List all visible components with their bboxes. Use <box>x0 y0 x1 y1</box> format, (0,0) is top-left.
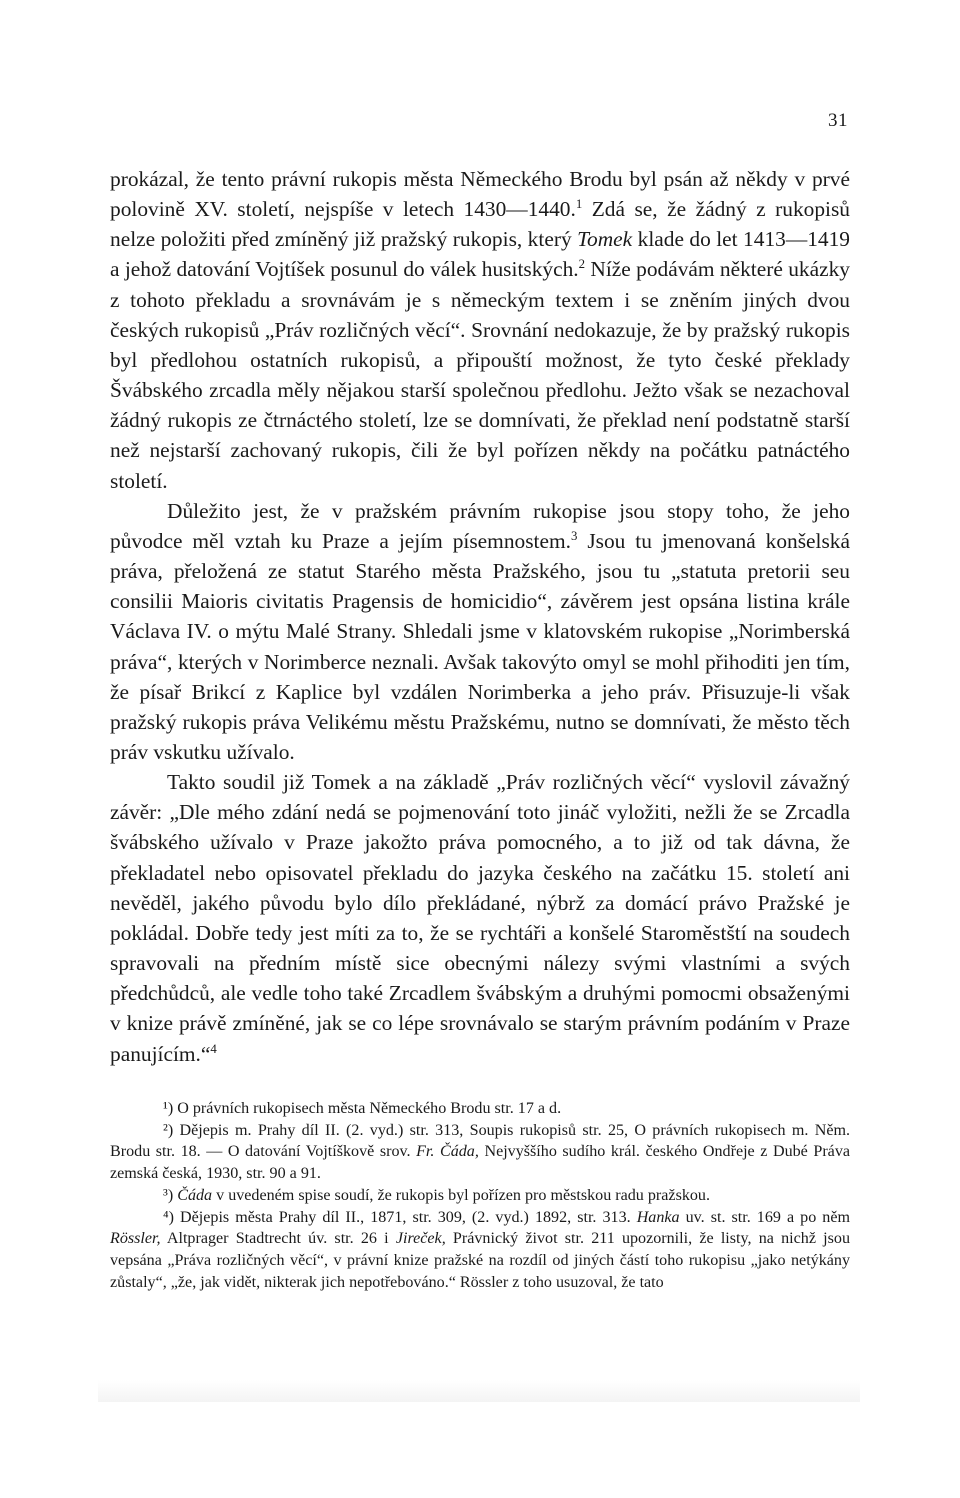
text-run: prokázal, že tento právní rukopis města Německého Brodu byl psán až někdy v prvé polovině XV. století, nejspíše v letech 1430—1440. <box>110 167 850 222</box>
footnote-mark: ²) <box>163 1121 174 1139</box>
footnotes <box>110 1098 850 1293</box>
main-text <box>110 164 850 1069</box>
footnote-italic-author: Jireček, <box>395 1230 446 1248</box>
text-run: Níže podávám některé ukázky z tohoto překladu a srovnávám je s německým textem i se zněním jiných dvou českých rukopisů „Práv rozličných věcí“. Srovnání nedokazuje, že by pražský rukopis byl předlohou ostatních rukopisů, a připouští možnost, že tyto české překlady Švábského zrcadla měly nějakou starší společnou předlohu. Ježto však se nezachoval žádný rukopis ze čtrnáctého století, lze se domnívati, že překlad není podstatně starší než nejstarší zachovaný rukopis, čili že byl pořízen někdy na počátku patnáctého století. <box>110 257 850 493</box>
footnote-ref-1: 1 <box>575 197 583 212</box>
paragraph-3 <box>110 767 850 1069</box>
footnote-text: uv. st. str. 169 a po něm <box>679 1208 851 1226</box>
text-run: Důležito jest, že v pražském právním rukopise jsou stopy toho, že jeho původce měl vztah ku Praze a jejím písemnostem. <box>110 498 850 553</box>
footnote-mark: ³) <box>163 1186 174 1204</box>
paragraph-1 <box>110 164 850 496</box>
footnote-ref-3: 3 <box>570 528 578 543</box>
footnote-italic-author: Rössler, <box>110 1230 161 1248</box>
author-name-tomek: Tomek <box>577 227 633 252</box>
footnote-text: Právnický život str. 211 upozornili, že listy, na nichž jsou vepsána „Práva rozličných věcí“, v právní knize pražské na rozdíl od jiných částí toho rukopisu „jako netýkány zůstaly“, „že, jak vidět, nikterak jich nepotřebováno.“ Rössler z toho usuzoval, že tato <box>110 1230 850 1291</box>
footnote-italic-author: Hanka <box>636 1208 680 1226</box>
footnote-4 <box>110 1207 850 1294</box>
text-run: klade do let 1413—1419 a jehož datování Vojtíšek posunul do válek husitských. <box>110 227 851 282</box>
scan-shadow <box>98 1380 860 1402</box>
footnote-ref-2: 2 <box>578 257 586 272</box>
footnote-text: O právních rukopisech města Německého Brodu str. 17 a d. <box>173 1100 562 1117</box>
footnote-italic-author: Fr. Čáda, <box>416 1143 479 1161</box>
footnote-3 <box>110 1185 850 1207</box>
page-number: 31 <box>828 110 848 131</box>
footnote-2 <box>110 1120 850 1185</box>
text-run: Takto soudil již Tomek a na základě „Práv rozličných věcí“ vyslovil závažný závěr: „Dle mého zdání nedá se pojmenování toto jináč vyložiti, nežli že se Zrcadla švábského užívalo v Praze jakožto práva pomocného, a to již od tak dávna, že překladatel nebo opisovatel překladu do jazyka českého na začátku 15. století ani nevěděl, jakého původu bylo dílo překládané, nýbrž za domácí právo Pražské je pokládal. Dobře tedy jest míti za to, že se rychtáři a konšelé Staroměstští na soudech spravovali na předním místě sice obecnými nálezy svými vlastními a svých předchůdců, ale vedle toho také Zrcadlem švábským a druhými pomocmi obsaženými v knize právě zmíněné, jak se co lépe srovnávalo se starým právním podáním v Praze panujícím.“ <box>110 770 850 1066</box>
text-run: Jsou tu jmenovaná konšelská práva, přeložená ze statut Starého města Pražského, jsou tu „statuta pretorii seu consilii Maioris civitatis Pragensis de homicidio“, závěrem jest opsána listina krále Václava IV. o mýtu Malé Strany. Shledali jsme v klatovském rukopise „Norimberská práva“, kterých v Norimberce neznali. Avšak takovýto omyl se mohl přihoditi jen tím, že písař Brikcí z Kaplice byl vzdálen Norimberka a jeho práv. Přisuzuje-li však pražský rukopis práva Velikému městu Pražskému, nutno se domnívati, že město těch práv vskutku užívalo. <box>110 528 850 764</box>
footnote-ref-4: 4 <box>210 1041 217 1056</box>
footnote-text: Dějepis m. Prahy díl II. (2. vyd.) str. 313, Soupis rukopisů str. 25, O právních rukopisech m. Něm. Brodu str. 18. — O datování Vojtíškově srov. <box>110 1121 850 1161</box>
footnote-text: v uvedeném spise soudí, že rukopis byl pořízen pro městskou radu pražskou. <box>212 1186 711 1204</box>
footnote-mark: ¹) <box>163 1100 174 1117</box>
footnote-text: Altprager Stadtrecht úv. str. 26 i <box>160 1230 396 1248</box>
footnote-italic-author: Čáda <box>173 1186 213 1204</box>
footnote-text: Dějepis města Prahy díl II., 1871, str. 309, (2. vyd.) 1892, str. 313. <box>173 1208 637 1226</box>
footnote-1 <box>110 1098 850 1120</box>
text-run: Zdá se, že žádný z rukopisů nelze položiti před zmíněný již pražský rukopis, který <box>110 197 850 252</box>
footnote-text: Nejvyššího sudího král. českého Ondřeje z Dubé Práva zemská česká, 1930, str. 90 a 91. <box>110 1143 851 1183</box>
paragraph-2 <box>110 496 850 767</box>
footnote-mark: ⁴) <box>163 1208 174 1226</box>
